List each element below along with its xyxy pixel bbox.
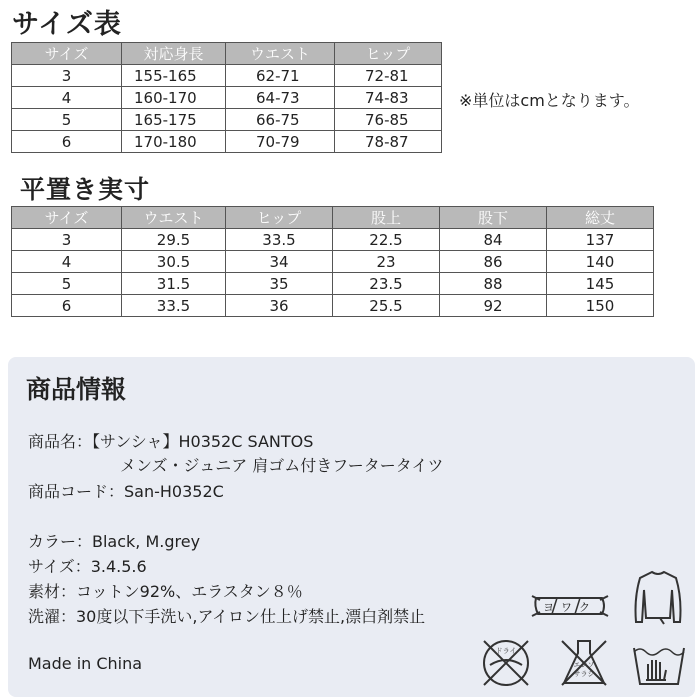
hang-dry-icon bbox=[630, 568, 686, 628]
table-cell: 150 bbox=[547, 295, 654, 317]
column-header: 総丈 bbox=[547, 207, 654, 229]
table-cell: 84 bbox=[440, 229, 547, 251]
table-cell: 70-79 bbox=[226, 131, 335, 153]
table-cell: 76-85 bbox=[335, 109, 442, 131]
table-cell: 145 bbox=[547, 273, 654, 295]
product-color: カラー：Black, M.grey bbox=[28, 532, 201, 551]
table-cell: 3 bbox=[12, 229, 122, 251]
table-row bbox=[12, 109, 442, 131]
table-cell: 92 bbox=[440, 295, 547, 317]
hand-wash-icon bbox=[630, 640, 688, 690]
table-cell: 5 bbox=[12, 109, 122, 131]
no-tumble-dry-icon bbox=[478, 635, 534, 691]
table-cell: 36 bbox=[226, 295, 333, 317]
table-row bbox=[12, 295, 654, 317]
column-header: サイズ bbox=[12, 207, 122, 229]
table-cell: 35 bbox=[226, 273, 333, 295]
column-header: 対応身長 bbox=[122, 43, 226, 65]
table-row bbox=[12, 251, 654, 273]
table-cell: 4 bbox=[12, 87, 122, 109]
table-cell: 62-71 bbox=[226, 65, 335, 87]
column-header: 股下 bbox=[440, 207, 547, 229]
flat-measurements-table bbox=[11, 206, 654, 317]
table-cell: 165-175 bbox=[122, 109, 226, 131]
table-cell: 78-87 bbox=[335, 131, 442, 153]
table-row bbox=[12, 131, 442, 153]
table-cell: 74-83 bbox=[335, 87, 442, 109]
size-chart-title: サイズ表 bbox=[12, 9, 122, 40]
column-header: ウエスト bbox=[226, 43, 335, 65]
no-bleach-label-2: サラシ bbox=[573, 670, 595, 678]
table-cell: 6 bbox=[12, 131, 122, 153]
table-cell: 66-75 bbox=[226, 109, 335, 131]
size-chart-table bbox=[11, 42, 442, 153]
product-material: 素材：コットン92%、エラスタン８％ bbox=[28, 582, 303, 601]
no-tumble-label: ドライ bbox=[495, 647, 517, 655]
product-name-line-2: メンズ・ジュニア 肩ゴム付きフータータイツ bbox=[120, 456, 444, 475]
table-cell: 33.5 bbox=[226, 229, 333, 251]
table-cell: 88 bbox=[440, 273, 547, 295]
table-cell: 64-73 bbox=[226, 87, 335, 109]
wring-label: ヨワク bbox=[543, 601, 597, 614]
product-washing: 洗濯：30度以下手洗い,アイロン仕上げ禁止,漂白剤禁止 bbox=[28, 607, 426, 626]
table-cell: 3 bbox=[12, 65, 122, 87]
table-cell: 72-81 bbox=[335, 65, 442, 87]
table-cell: 160-170 bbox=[122, 87, 226, 109]
table-cell: 30.5 bbox=[122, 251, 226, 273]
product-name-line-1: 商品名：【サンシャ】H0352C SANTOS bbox=[28, 432, 314, 451]
column-header: ヒップ bbox=[335, 43, 442, 65]
table-cell: 6 bbox=[12, 295, 122, 317]
table-cell: 140 bbox=[547, 251, 654, 273]
table-cell: 137 bbox=[547, 229, 654, 251]
product-sizes: サイズ：3.4.5.6 bbox=[28, 557, 147, 576]
table-cell: 5 bbox=[12, 273, 122, 295]
table-row bbox=[12, 65, 442, 87]
table-cell: 25.5 bbox=[333, 295, 440, 317]
column-header: 股上 bbox=[333, 207, 440, 229]
table-cell: 33.5 bbox=[122, 295, 226, 317]
table-row bbox=[12, 273, 654, 295]
column-header: ヒップ bbox=[226, 207, 333, 229]
wring-gently-icon bbox=[530, 588, 610, 624]
table-row bbox=[12, 87, 442, 109]
table-row bbox=[12, 229, 654, 251]
no-chlorine-bleach-icon bbox=[556, 635, 612, 691]
table-cell: 86 bbox=[440, 251, 547, 273]
table-header-row bbox=[12, 43, 442, 65]
product-origin: Made in China bbox=[28, 654, 143, 673]
table-cell: 4 bbox=[12, 251, 122, 273]
no-bleach-label-1: エンソ bbox=[573, 661, 595, 669]
column-header: ウエスト bbox=[122, 207, 226, 229]
table-cell: 29.5 bbox=[122, 229, 226, 251]
table-cell: 23.5 bbox=[333, 273, 440, 295]
product-info-title: 商品情報 bbox=[26, 375, 127, 404]
table-cell: 34 bbox=[226, 251, 333, 273]
unit-note: ※単位はcmとなります。 bbox=[459, 91, 640, 110]
flat-measurements-title: 平置き実寸 bbox=[20, 175, 151, 204]
table-header-row bbox=[12, 207, 654, 229]
table-cell: 23 bbox=[333, 251, 440, 273]
product-code: 商品コード：San-H0352C bbox=[28, 482, 224, 501]
table-cell: 22.5 bbox=[333, 229, 440, 251]
table-cell: 31.5 bbox=[122, 273, 226, 295]
table-cell: 155-165 bbox=[122, 65, 226, 87]
column-header: サイズ bbox=[12, 43, 122, 65]
table-cell: 170-180 bbox=[122, 131, 226, 153]
